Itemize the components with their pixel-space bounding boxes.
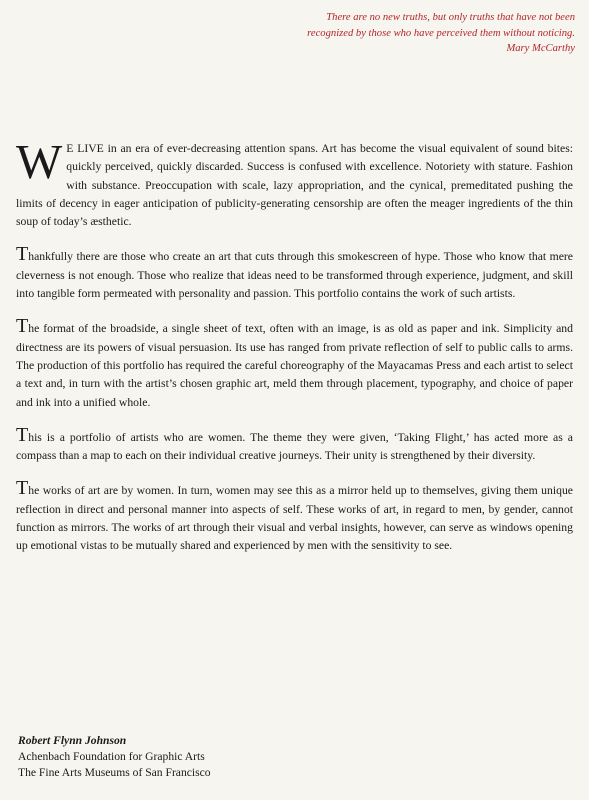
author-institution: The Fine Arts Museums of San Francisco [18,766,211,780]
paragraph-text: he format of the broadside, a single sheet of text, often with an image, is as old as paper and ink. Simplicity and directness are its powers of visual persuasion. Its use has ranged from private reflection of self to public calls to arms. The production of this portfolio has required the careful choreography of the Mayacamas Press and each artist to select a text and, in turn with the artist’s chosen graphic art, meld them through placement, typography, and choice of paper and ink into a unified whole. [16,322,573,409]
essay-paragraph [16,423,573,466]
paragraph-text: his is a portfolio of artists who are women. The theme they were given, ‘Taking Flight,’ has acted more as a compass than a map to each on their individual creative journeys. Their unity is strengthened by their diversity. [16,430,573,463]
author-organization: Achenbach Foundation for Graphic Arts [18,750,205,764]
author-name: Robert Flynn Johnson [18,734,127,747]
essay-paragraph [16,315,573,411]
paragraph-initial: T [16,423,29,446]
drop-cap: W [16,134,63,189]
epigraph-line: There are no new truths, but only truths that have not been [326,12,575,23]
paragraph-text: he works of art are by women. In turn, women may see this as a mirror held up to themselves, giving them unique reflection in direct and personal manner into aspects of self. These works of art, in regard to men, by gender, cannot function as mirrors. The works of art through their visual and verbal insights, however, can serve as windows opening up emotional vistas to be mutually shared and experienced by men with the sensitivity to see. [16,484,573,553]
paragraph-initial: T [16,477,29,500]
essay-paragraph [16,134,573,231]
paragraph-text: hankfully there are those who create an art that cuts through this smokescreen of hype. Those who know that mere cleverness is not enough. Those who realize that ideas need to be transformed through experience, judgment, and skill into tangible form permeated with personality and passion. This portfolio contains the work of such artists. [16,250,573,301]
essay-body [16,134,573,572]
epigraph-line: recognized by those who have perceived them without noticing. [307,27,575,39]
paragraph-initial: T [16,243,29,266]
essay-paragraph [16,243,573,303]
signature-block [18,733,211,782]
epigraph-attribution: Mary McCarthy [506,43,575,54]
essay-paragraph [16,477,573,555]
paragraph-initial: T [16,315,29,338]
paragraph-text: E LIVE in an era of ever-decreasing attention spans. Art has become the visual equivalent of sound bites: quickly perceived, quickly discarded. Success is confused with excellence. Notoriety with stature. Fashion with substance. Preoccupation with scale, lazy appropriation, and the cynical, premeditated pushing the limits of decency in eager anticipation of publicity-generating censorship are often the meager ingredients of the thin soup of today’s æsthetic. [16,142,573,229]
epigraph [245,10,575,57]
